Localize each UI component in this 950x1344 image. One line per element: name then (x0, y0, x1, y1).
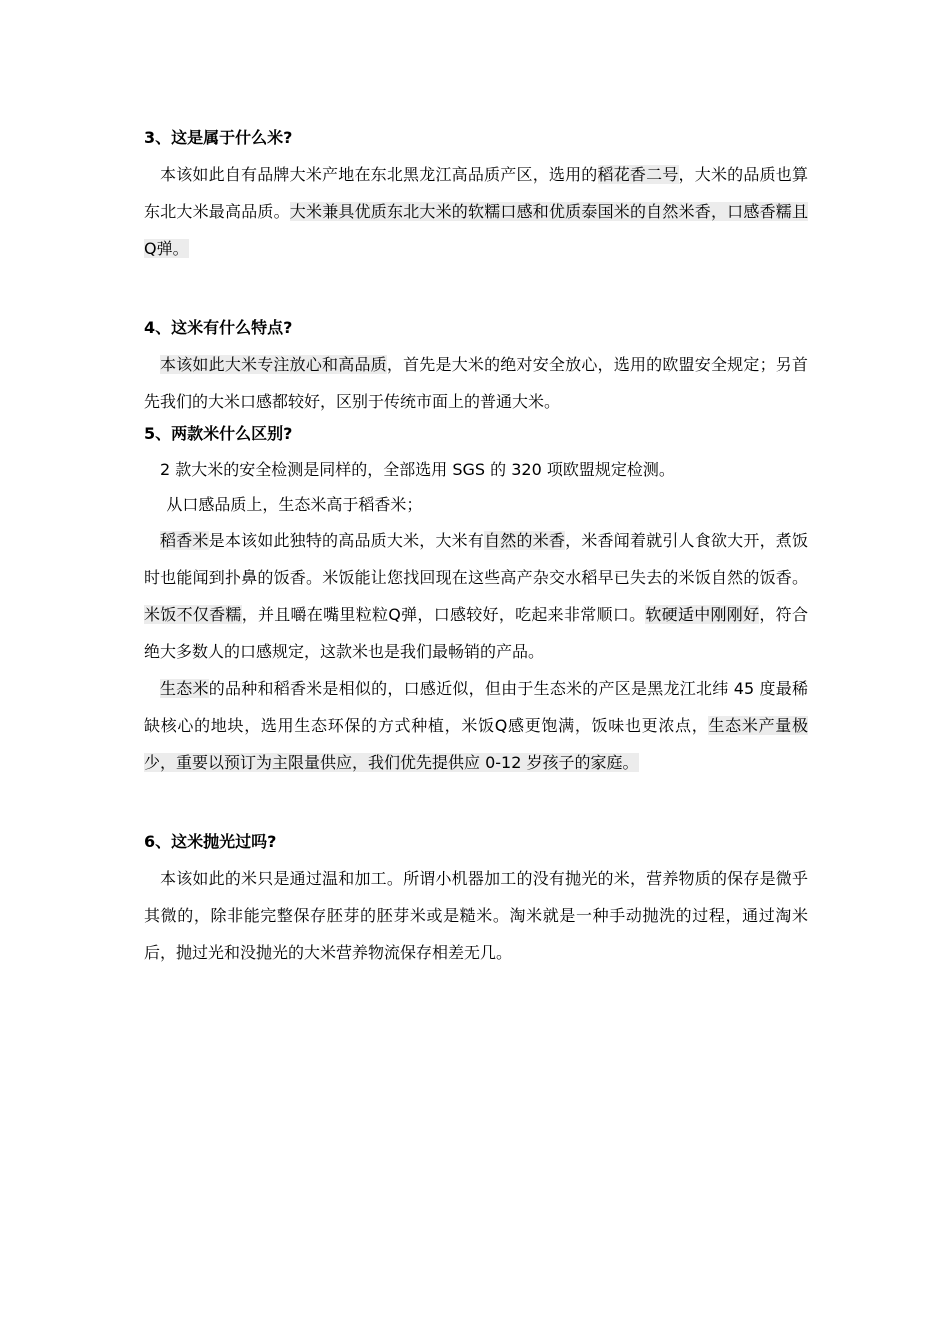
text-run: ，大米的品质也算东北大米最高品质。 (144, 165, 808, 221)
text-run: 从口感品质上，生态米高于稻香米； (166, 495, 423, 514)
section-heading-4: 4、这米有什么特点? (144, 318, 293, 337)
paragraph-polishing (144, 860, 808, 971)
paragraph-rice-type (144, 156, 808, 267)
paragraph-safety-test (144, 452, 808, 487)
text-run: 本该如此的米只是通过温和加工。所谓小机器加工的没有抛光的米，营养物质的保存是微乎其微的，除非能完整保存胚芽的胚芽米或是糙米。淘米就是一种手动抛洗的过程，通过淘米后，抛过光和没抛光的大米营养物流保存相差无几。 (144, 869, 808, 962)
highlight-eco-rice: 生态米 (160, 679, 209, 698)
text-run: 是本该如此独特的高品质大米，大米有 (208, 531, 485, 550)
text-run: 2 款大米的安全检测是同样的，全部选用 SGS 的 320 项欧盟规定检测。 (160, 460, 675, 479)
section-heading-6: 6、这米抛光过吗? (144, 832, 277, 851)
text-run: 本该如此自有品牌大米产地在东北黑龙江高品质产区，选用的 (160, 165, 598, 184)
highlight-limited-supply: 生态米产量极少，重要以预订为主限量供应，我们优先提供应 0-12 岁孩子的家庭。 (144, 716, 808, 772)
highlight-focus: 本该如此大米专注放心和高品质 (160, 355, 387, 374)
section-heading-5: 5、两款米什么区别? (144, 424, 293, 443)
text-run: ，米香闻着就引人食欲大开，煮饭时也能闻到扑鼻的饭香。米饭能让您找回现在这些高产杂交水稻早已失去的米饭自然的饭香。 (144, 531, 808, 587)
paragraph-features (144, 346, 808, 420)
text-run: 的品种和稻香米是相似的，口感近似，但由于生态米的产区是黑龙江北纬 45 度最稀缺核心的地块，选用生态环保的方式种植，米饭Q感更饱满，饭味也更浓点， (144, 679, 808, 735)
text-run: ，并且嚼在嘴里粒粒Q弹，口感较好，吃起来非常顺口。 (241, 605, 646, 624)
paragraph-taste-compare (144, 487, 808, 522)
text-run: ，首先是大米的绝对安全放心，选用的欧盟安全规定；另首先我们的大米口感都较好，区别于传统市面上的普通大米。 (144, 355, 808, 411)
section-heading-3: 3、这是属于什么米? (144, 128, 293, 147)
paragraph-eco-rice (144, 670, 808, 781)
highlight-natural-aroma: 自然的米香 (484, 531, 566, 550)
highlight-variety: 稻花香二号 (597, 165, 679, 184)
document-body (144, 124, 808, 971)
highlight-texture: 软硬适中刚刚好 (645, 605, 760, 624)
text-run: ，符合绝大多数人的口感规定，这款米也是我们最畅销的产品。 (144, 605, 808, 661)
highlight-taste: 大米兼具优质东北大米的软糯口感和优质泰国米的自然米香，口感香糯且Q弹。 (144, 202, 808, 258)
paragraph-daoxiang-rice (144, 522, 808, 670)
highlight-daoxiang: 稻香米 (160, 531, 209, 550)
highlight-fragrant: 米饭不仅香糯 (144, 605, 242, 624)
